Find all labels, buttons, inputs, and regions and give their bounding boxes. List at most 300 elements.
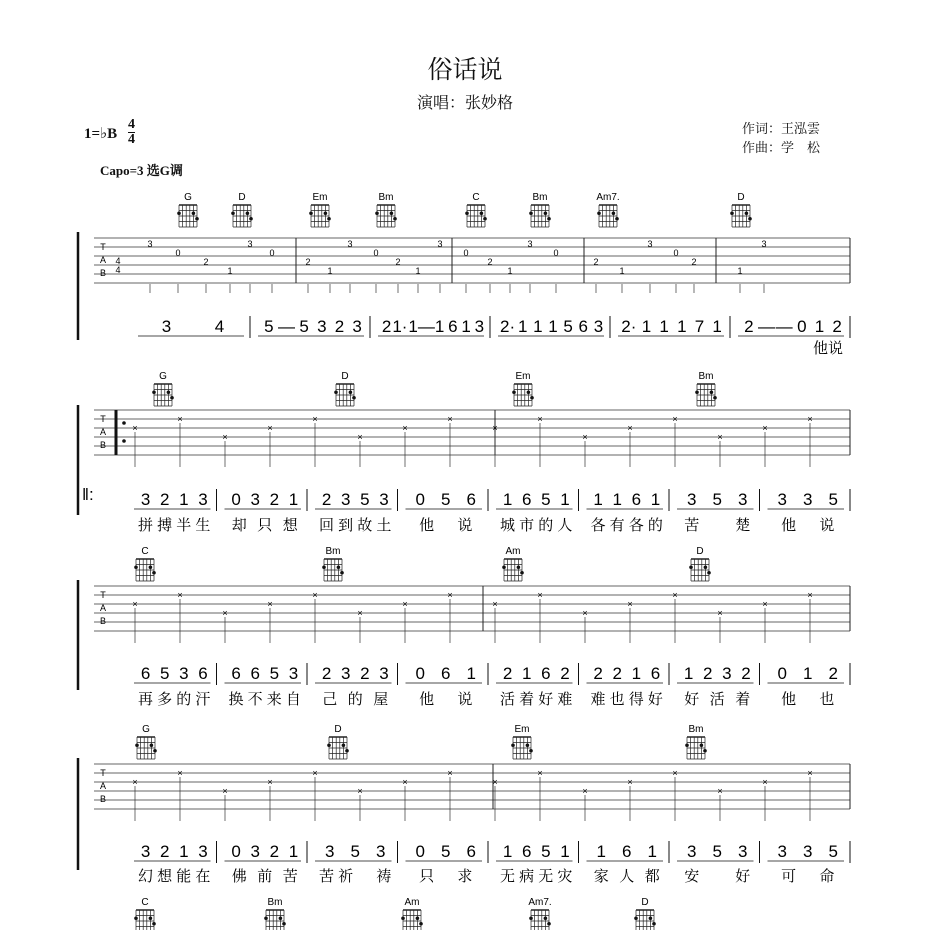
tab-fret-number: 1 [619,266,625,276]
tab-fret-number: 2 [487,257,493,267]
lyric-char: 前 [257,867,273,885]
tab-clef-b: B [99,616,107,626]
lyric-char: 说 [819,516,835,534]
jianpu-note: 1 [596,842,606,861]
chord-diagram [502,559,524,581]
strum-mark: × [807,768,813,778]
chord-diagram [309,205,331,227]
tab-fret-number: 2 [593,257,599,267]
chord-diagram [685,737,707,759]
jianpu-note: 2 [321,664,332,683]
jianpu-note: 5 [712,842,722,861]
jianpu-note: 1 [712,317,722,336]
jianpu-note: 1 [461,317,471,336]
jianpu-note: 2 [744,317,754,336]
tab-clef-a: A [99,781,107,791]
jianpu-note: 6 [448,317,458,336]
jianpu-note: — [758,317,775,336]
jianpu-note: 1 [560,842,570,861]
strum-mark: × [222,786,228,796]
chord-diagram [231,205,253,227]
chord-diagram [529,910,551,930]
lyric-char: 说 [457,516,473,534]
lyric-char: 汗 [195,690,211,708]
jianpu-note: 3 [803,490,813,509]
chord-diagram [375,205,397,227]
jianpu-note: 1 [288,490,299,509]
jianpu-note: 1 [517,317,528,336]
chord-name: Em [515,371,531,382]
chord-name: D [696,546,704,557]
jianpu-note: 3 [250,490,260,509]
jianpu-note: 1 [659,317,669,336]
strum-mark: × [537,414,543,424]
time-signature-top: 4 [128,117,135,132]
chord-diagram [177,205,199,227]
strum-mark: × [807,590,813,600]
jianpu-note: 1 [502,842,513,861]
strum-mark: × [267,423,273,433]
jianpu-note: 1 [548,317,558,336]
lyric-char: 拼 [138,516,154,534]
lyric-char: 好 [735,867,751,885]
chord-name: D [737,192,745,203]
jianpu-note: 3 [687,842,697,861]
tab-fret-number: 0 [269,248,275,258]
strum-mark: × [582,786,588,796]
jianpu-note: — [278,317,295,336]
tab-fret-number: 3 [437,239,443,249]
jianpu-note: 2 [593,664,603,683]
lyric-char: 求 [457,867,473,885]
jianpu-note: 1 [521,664,532,683]
jianpu-note: 3 [738,842,748,861]
jianpu-note: 5 [541,842,551,861]
chord-name: Bm [378,192,394,203]
lyric-char: 自 [285,690,301,708]
jianpu-note: 2 [321,490,332,509]
tab-timesig-top: 4 [115,256,121,266]
jianpu-note: 7 [694,317,705,336]
jianpu-note: 3 [250,842,260,861]
chord-name: Bm [698,371,714,382]
lyric-char: 祷 [376,867,392,885]
tab-fret-number: 2 [203,257,209,267]
lyric-char: 的 [538,516,554,534]
strum-mark: × [807,414,813,424]
tab-clef-a: A [99,603,107,613]
strum-mark: × [762,599,768,609]
jianpu-note: 5 [299,317,309,336]
tab-fret-number: 3 [761,239,767,249]
capo-note: Capo=3 选G调 [100,163,183,178]
jianpu-note: 3 [288,664,299,683]
jianpu-note: 2 [741,664,751,683]
jianpu-note: 2 [560,664,570,683]
lyric-char: 故 [357,516,373,534]
strum-mark: × [672,414,678,424]
jianpu-note: 0 [777,664,787,683]
lyric-char: 活 [709,690,725,708]
jianpu-note: 6 [650,664,661,683]
jianpu-note: 2 [828,664,838,683]
lyric-char: 生 [195,516,211,534]
time-signature-bottom: 4 [128,132,135,147]
lyric-char: 他 [419,516,435,534]
chord-diagram [401,910,423,930]
tab-fret-number: 3 [647,239,653,249]
lyric-char: 得 [628,690,644,708]
tab-fret-number: 2 [395,257,401,267]
jianpu-note: 6 [250,664,260,683]
jianpu-note: 5 [159,664,170,683]
chord-diagram [634,910,656,930]
chord-diagram [134,559,156,581]
strum-mark: × [312,768,318,778]
jianpu-note: 2 [360,664,370,683]
lyric-char: 可 [781,867,797,885]
key-signature: 1=♭B [84,126,118,142]
jianpu-note: 5 [712,490,722,509]
chord-name: Bm [688,724,704,735]
chord-name: D [334,724,342,735]
jianpu-note: 6 [541,664,551,683]
chord-name: Am [505,546,521,557]
jianpu-note: 1 [593,490,603,509]
jianpu-note: 3 [722,664,732,683]
strum-mark: × [132,599,138,609]
jianpu-note: 5 [828,490,838,509]
strum-mark: × [402,777,408,787]
chord-name: Em [312,192,328,203]
lyric-char: 的 [176,690,192,708]
jianpu-note: 3 [379,664,389,683]
lyric-char: 人 [557,516,573,534]
jianpu-note: 3 [738,490,748,509]
jianpu-note: 3 [198,490,208,509]
tab-fret-number: 0 [553,248,559,258]
lyric-char: 屋 [373,690,389,708]
song-title: 俗话说 [427,55,503,84]
strum-mark: × [132,777,138,787]
jianpu-note: 6 [466,842,476,861]
jianpu-note: 1 [647,842,657,861]
jianpu-note: 3 [474,317,485,336]
jianpu-note: 0 [231,490,241,509]
lyric-char: 他 [781,690,797,708]
chord-diagram [730,205,752,227]
strum-mark: × [177,590,183,600]
jianpu-note: 3 [340,490,351,509]
jianpu-note: 3 [140,490,151,509]
lyric-char: 想 [282,516,298,534]
jianpu-note: 2 [702,664,713,683]
strum-mark: × [762,423,768,433]
lyric-char: 好 [684,690,700,708]
strum-mark: × [312,590,318,600]
jianpu-note: 5 [360,490,370,509]
strum-mark: × [402,423,408,433]
lyric-char: 佛 [231,867,247,885]
lyric-char: 城 [500,516,516,534]
jianpu-note: 2 [334,317,345,336]
tab-fret-number: 1 [227,266,233,276]
chord-name: D [238,192,246,203]
strum-mark: × [537,768,543,778]
chord-diagram [135,737,157,759]
jianpu-note: 2 [269,490,280,509]
tab-clef-b: B [99,440,107,450]
chord-name: C [141,897,149,908]
lyric-char: 回 [319,516,335,534]
lyric-char: 好 [647,690,663,708]
repeat-start-sign: ‖: [82,485,94,504]
jianpu-note: 2 [502,664,513,683]
lyric-char: 只 [419,867,435,885]
composer-credit: 作曲：学 松 [742,141,821,156]
jianpu-note: 5 [828,842,838,861]
lyric-char: 想 [157,867,173,885]
jianpu-note: 3 [340,664,351,683]
tab-fret-number: 0 [175,248,181,258]
jianpu-note: 2 [159,490,170,509]
jianpu-note: 3 [325,842,335,861]
strum-mark: × [402,599,408,609]
singer-credit: 演唱：张妙格 [416,93,513,112]
chord-name: C [141,546,149,557]
strum-mark: × [177,414,183,424]
jianpu-note: 1 [631,664,642,683]
tab-fret-number: 0 [463,248,469,258]
tab-clef-a: A [99,427,107,437]
lyric-char: 在 [195,867,211,885]
jianpu-note: 0 [415,490,425,509]
jianpu-note: 3 [803,842,813,861]
tab-clef-t: T [100,768,106,778]
strum-mark: × [447,590,453,600]
lyric-char: 楚 [735,516,751,534]
chord-name: G [142,724,150,735]
chord-diagram [327,737,349,759]
strum-mark: × [222,608,228,618]
jianpu-note: 0 [415,664,425,683]
lyric-char: 各 [590,516,606,534]
lyric-char: 他 [781,516,797,534]
chord-name: Bm [325,546,341,557]
tab-fret-number: 1 [507,266,513,276]
lyric-char: 活 [500,690,516,708]
jianpu-note: 1 [677,317,687,336]
jianpu-note: 1 [288,842,299,861]
jianpu-note: 5 [541,490,551,509]
lyric-char [710,867,725,885]
tab-timesig-bottom: 4 [115,265,121,275]
lyric-char: 土 [376,516,392,534]
jianpu-note: 0 [797,317,807,336]
strum-mark: × [492,599,498,609]
jianpu-note: 1 [408,317,418,336]
jianpu-note: 5 [269,664,280,683]
jianpu-note: 0 [415,842,425,861]
strum-mark: × [717,608,723,618]
tab-clef-t: T [100,242,106,252]
jianpu-note: 5 [350,842,360,861]
chord-diagram [264,910,286,930]
lyric-char: 搏 [157,516,173,534]
jianpu-note: 3 [179,664,189,683]
chord-diagram [465,205,487,227]
lyric-char: 的 [347,690,363,708]
tab-fret-number: 3 [347,239,353,249]
strum-mark: × [537,590,543,600]
lyric-char: 安 [684,867,700,885]
chord-diagram [322,559,344,581]
jianpu-note: 6 [622,842,632,861]
chord-diagram [334,384,356,406]
strum-mark: × [267,777,273,787]
jianpu-note: 6 [198,664,208,683]
jianpu-note: 1 [803,664,813,683]
jianpu-note: 1 [650,490,661,509]
jianpu-note: 6 [231,664,241,683]
strum-mark: × [357,786,363,796]
jianpu-note: 6 [521,490,532,509]
jianpu-note: 1 [466,664,476,683]
jianpu-note: 3 [352,317,362,336]
jianpu-note: 3 [777,490,787,509]
jianpu-note: 2· [621,317,637,336]
jianpu-note: 5 [563,317,573,336]
chord-name: C [472,192,480,203]
jianpu-note: 3 [379,490,389,509]
strum-mark: × [627,777,633,787]
jianpu-note: 2 [832,317,842,336]
jianpu-note: 6 [140,664,151,683]
jianpu-note: 6 [466,490,476,509]
lyric-char: 只 [257,516,273,534]
jianpu-note: 1 [612,490,622,509]
lyric-char: 有 [609,516,625,534]
strum-mark: × [627,599,633,609]
chord-diagram [152,384,174,406]
jianpu-note: 1 [434,317,445,336]
lyric-char: 却 [231,516,247,534]
strum-mark: × [357,432,363,442]
strum-mark: × [717,432,723,442]
jianpu-note: 1 [641,317,652,336]
jianpu-note: 6 [521,842,532,861]
lyric-char: 祈 [338,867,354,885]
lyric-char: 多 [157,690,173,708]
tab-clef-a: A [99,255,107,265]
tab-fret-number: 0 [373,248,379,258]
jianpu-note: 4 [214,317,225,336]
lyric-char: 苦 [282,867,298,885]
lyric-char: 好 [538,690,554,708]
tab-fret-number: 1 [415,266,421,276]
chord-diagram [695,384,717,406]
strum-mark: × [762,777,768,787]
strum-mark: × [627,423,633,433]
jianpu-note: 1 [533,317,543,336]
jianpu-note: 1 [560,490,570,509]
lyric-char: 到 [338,516,354,534]
lyric-char: 人 [619,867,635,885]
chord-diagram [134,910,156,930]
jianpu-note: 3 [593,317,604,336]
jianpu-note: — [417,317,435,336]
strum-mark: × [177,768,183,778]
jianpu-note: 1 [814,317,825,336]
tab-fret-number: 3 [147,239,153,249]
lyric-char: 换 [228,690,244,708]
strum-mark: × [447,768,453,778]
lyric-char: 也 [609,690,625,708]
strum-mark: × [582,608,588,618]
strum-mark: × [312,414,318,424]
lyric-char: 苦 [684,516,700,534]
lyric-char: 半 [176,516,192,534]
chord-diagram [597,205,619,227]
jianpu-note: 1 [179,490,189,509]
strum-mark: × [717,786,723,796]
lyric-char: 着 [519,690,535,708]
chord-name: Am7. [596,192,620,203]
jianpu-note: 1 [179,842,189,861]
lyric-char: 幻 [138,867,154,885]
jianpu-note: 3 [687,490,697,509]
strum-mark: × [357,608,363,618]
lyric-char: 能 [176,867,192,885]
chord-diagram [689,559,711,581]
tab-fret-number: 3 [527,239,533,249]
strum-mark: × [582,432,588,442]
strum-mark: × [672,768,678,778]
repeat-dot [122,439,126,443]
chord-diagram [529,205,551,227]
jianpu-note: 5 [264,317,274,336]
lyric-char: 也 [819,690,835,708]
jianpu-note: 1 [502,490,513,509]
chord-name: Am7. [528,897,552,908]
lyric-char: 来 [266,690,282,708]
tab-clef-b: B [99,794,107,804]
lyric-char: 灾 [557,867,573,885]
tab-clef-t: T [100,590,106,600]
lyric-char: 难 [557,690,573,708]
jianpu-note: 5 [441,842,451,861]
jianpu-note: 3 [161,317,172,336]
lyric-char: 己 [322,690,338,708]
jianpu-note: 1 [683,664,694,683]
chord-diagram [511,737,533,759]
chord-name: Em [514,724,530,735]
lyricist-credit: 作词：王泓雲 [742,122,821,137]
tab-clef-b: B [99,268,107,278]
lyric-char: 着 [735,690,751,708]
jianpu-note: 3 [376,842,386,861]
tab-fret-number: 3 [247,239,253,249]
lyric-char [710,516,725,534]
lyric-char: 命 [819,867,835,885]
lyric-char: 他 [419,690,435,708]
chord-name: D [341,371,349,382]
jianpu-note: 3 [140,842,151,861]
tab-fret-number: 1 [327,266,333,276]
tab-clef-t: T [100,414,106,424]
lyric-char: 各 [628,516,644,534]
lyric-char: 难 [590,690,606,708]
